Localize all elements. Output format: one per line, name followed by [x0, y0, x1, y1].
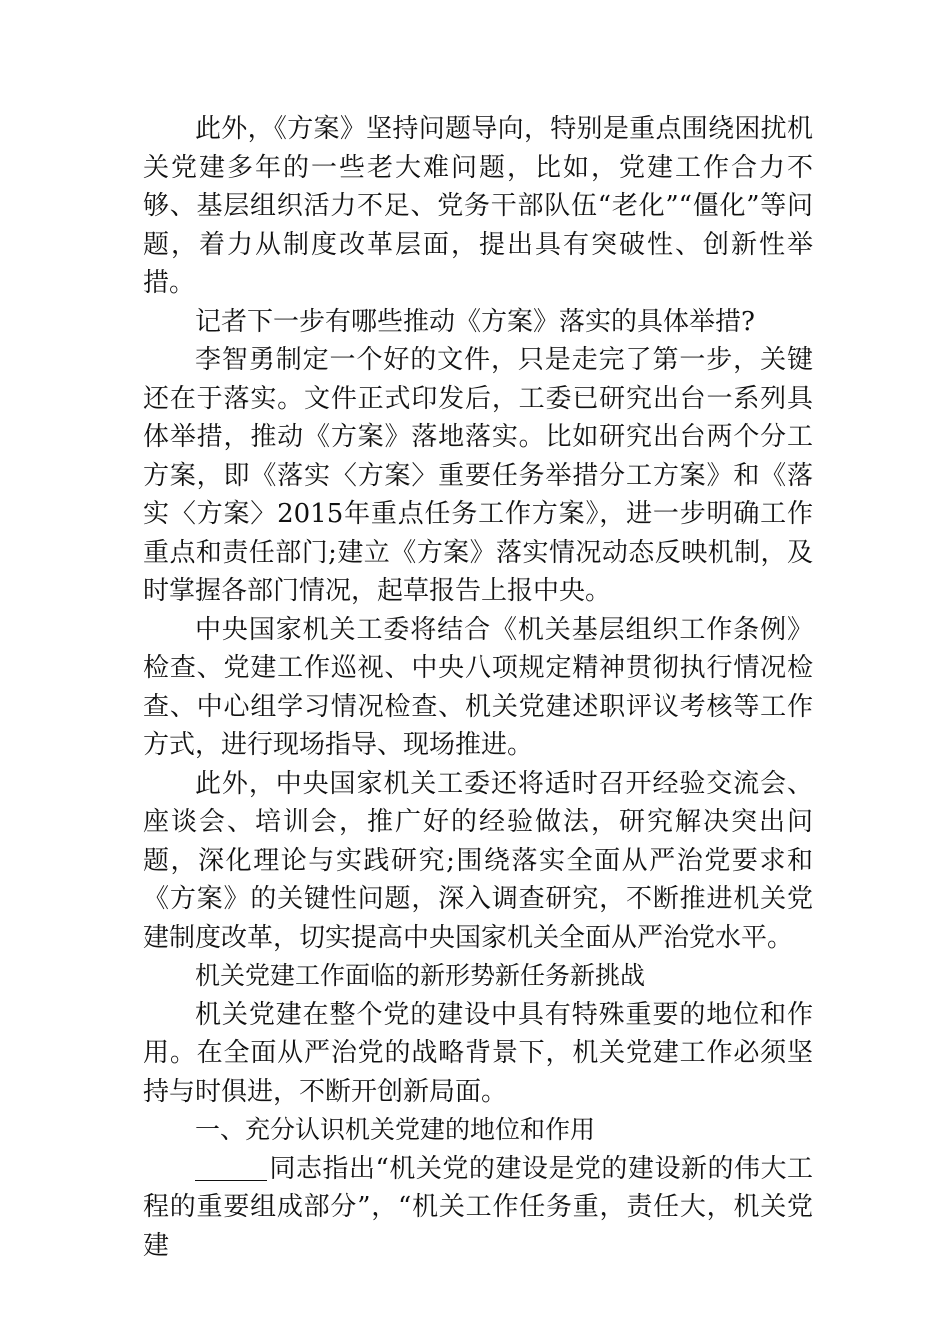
paragraph-1: 此外，《方案》坚持问题导向，特别是重点围绕困扰机关党建多年的一些老大难问题，比如，党建工作合力不够、基层组织活力不足、党务干部队伍“老化”“僵化”等问题，着力从制度改革层面，提出具有突破性、创新性举措。 — [143, 114, 813, 298]
paragraph-last-text: 同志指出“机关党的建设是党的建设新的伟大工程的重要组成部分”，“机关工作任务重，责任大，机关党建 — [143, 1153, 813, 1261]
subsection-heading: 一、充分认识机关党建的地位和作用 — [195, 1115, 596, 1144]
paragraph-answer: 李智勇制定一个好的文件，只是走完了第一步，关键还在于落实。文件正式印发后，工委已研究出台一系列具体举措，推动《方案》落地落实。比如研究出台两个分工方案，即《落实〈方案〉重要任务举措分工方案》和《落实〈方案〉2015年重点任务工作方案》，进一步明确工作重点和责任部门;建立《方案》落实情况动态反映机制，及时掌握各部门情况，起草报告上报中央。 — [143, 345, 813, 606]
document-page — [143, 110, 813, 1265]
paragraph-7: 机关党建在整个党的建设中具有特殊重要的地位和作用。在全面从严治党的战略背景下，机关党建工作必须坚持与时俱进，不断开创新局面。 — [143, 999, 813, 1107]
paragraph-question: 记者下一步有哪些推动《方案》落实的具体举措? — [195, 306, 755, 337]
section-heading: 机关党建工作面临的新形势新任务新挑战 — [195, 961, 646, 990]
paragraph-5: 此外，中央国家机关工委还将适时召开经验交流会、座谈会、培训会，推广好的经验做法，研究解决突出问题，深化理论与实践研究;围绕落实全面从严治党要求和《方案》的关键性问题，深入调查研究，不断推进机关党建制度改革，切实提高中央国家机关全面从严治党水平。 — [143, 768, 813, 953]
paragraph-4: 中央国家机关工委将结合《机关基层组织工作条例》检查、党建工作巡视、中央八项规定精神贯彻执行情况检查、中心组学习情况检查、机关党建述职评议考核等工作方式，进行现场指导、现场推进。 — [143, 614, 813, 760]
paragraph-last — [143, 1150, 813, 1266]
blank-underline — [195, 1154, 267, 1181]
